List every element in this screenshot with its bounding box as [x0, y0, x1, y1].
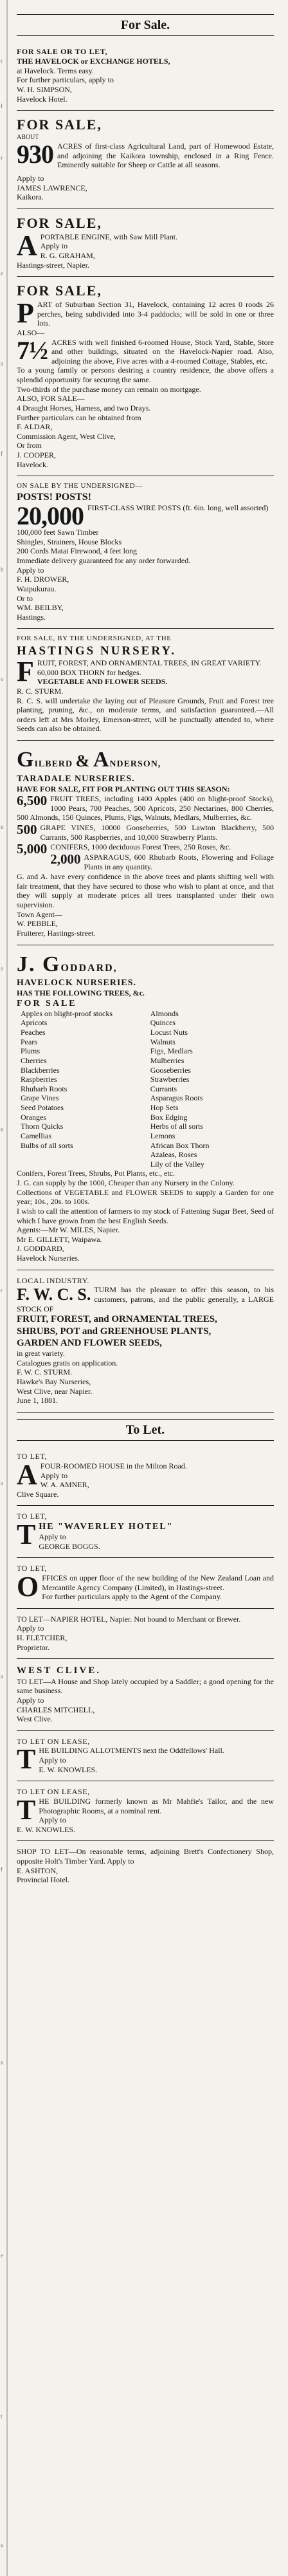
- ad-body: Conifers, Forest Trees, Shrubs, Pot Plants, etc., etc.: [17, 1169, 175, 1178]
- ad-body: CONIFERS, 1000 deciduous Forest Trees, 250 Roses, &c.: [50, 842, 231, 852]
- ad-title: TO LET ON LEASE,: [17, 1736, 90, 1746]
- list-item: Rhubarb Roots: [21, 1084, 68, 1093]
- list-item: Quinces: [150, 1018, 176, 1028]
- ad-body: RUIT, FOREST, AND ORNAMENTAL TREES, IN GREAT VARIETY.: [37, 658, 262, 668]
- ad-body: VEGETABLE AND FLOWER SEEDS.: [37, 677, 168, 687]
- cropped-margin-letters: [0, 0, 6, 2576]
- margin-letter: r: [1, 154, 3, 161]
- ad-title: HAS THE FOLLOWING TREES, &c.: [17, 988, 145, 998]
- drop-cap: O: [17, 1570, 39, 1602]
- ad-location: Hastings.: [17, 612, 46, 622]
- ad-waverley-hotel: [17, 1506, 274, 1558]
- drop-cap: P: [17, 297, 34, 329]
- ad-signature: F. ALDAR,: [17, 422, 53, 432]
- drop-cap: F: [17, 656, 34, 688]
- list-item: Camellias: [21, 1131, 51, 1140]
- drop-cap: T: [17, 1793, 36, 1826]
- list-item: Figs, Medlars: [150, 1046, 193, 1056]
- ad-apply: Apply to: [39, 1532, 66, 1542]
- ad-apply: Apply to: [17, 565, 44, 575]
- ad-subtitle: HAVELOCK NURSERIES.: [17, 978, 137, 988]
- ampersand: &: [75, 752, 91, 771]
- list-item: Locust Nuts: [150, 1028, 188, 1037]
- ad-body: 100,000 feet Sawn Timber: [17, 528, 99, 537]
- ad-date: June 1, 1881.: [17, 1396, 58, 1405]
- ad-body: Agents:—Mr W. MILES, Napier.: [17, 1225, 120, 1235]
- list-item: Oranges: [21, 1112, 46, 1122]
- ad-body: 60,000 BOX THORN for hedges.: [37, 667, 141, 677]
- margin-letter: a: [1, 360, 3, 367]
- ad-body: J. G. can supply by the 1000, Cheaper than any Nursery in the Colony.: [17, 1178, 235, 1188]
- margin-letter: e: [1, 270, 3, 277]
- ad-apply: Apply to: [17, 1624, 44, 1633]
- drop-cap: A: [93, 748, 110, 772]
- ad-body: HE BUILDING formerly known as Mr Mahfie's Tailor, and the new Photographic Rooms, at a nominal rent.: [39, 1796, 274, 1815]
- ad-title: FOR SALE,: [17, 283, 102, 299]
- ad-body: HE "WAVERLEY HOTEL": [39, 1522, 174, 1532]
- ad-title: LOCAL INDUSTRY.: [17, 1275, 90, 1285]
- ad-body: Two-thirds of the purchase money can remain on mortgage.: [17, 384, 201, 394]
- ad-body: SHRUBS, POT and GREENHOUSE PLANTS,: [17, 1326, 212, 1337]
- ad-body: 200 Cords Matai Firewood, 4 feet long: [17, 546, 137, 556]
- ad-signature: J. COOPER,: [17, 450, 57, 460]
- ad-title: HAVE FOR SALE, FIT FOR PLANTING OUT THIS SEASON:: [17, 784, 230, 793]
- ad-title: ILBERD: [34, 759, 73, 770]
- ad-portable-engine: [17, 209, 274, 277]
- ad-title: TO LET ON LEASE,: [17, 1787, 90, 1797]
- ad-body: in great variety.: [17, 1349, 65, 1358]
- ad-apply: Apply to: [40, 241, 68, 251]
- ad-signature: GEORGE BOGGS.: [39, 1541, 100, 1551]
- ad-body: ACRES of first-class Agricultural Land, part of Homewood Estate, and adjoining the Kaikora township, enclosed in a Ring Fence. Eminently suitable for Sheep or Cattle at all seasons.: [57, 142, 274, 170]
- ad-signature: W. A. AMNER,: [40, 1480, 89, 1490]
- ad-title: NDERSON,: [109, 759, 161, 770]
- drop-cap: J. G: [17, 952, 61, 976]
- drop-cap: A: [17, 1458, 37, 1490]
- margin-rule: [6, 0, 8, 2576]
- ad-location: Havelock Nurseries.: [17, 1254, 80, 1263]
- ad-signature: J. GODDARD,: [17, 1244, 64, 1254]
- ad-location: Hastings-street, Napier.: [17, 260, 89, 270]
- ad-location: Clive Square.: [17, 1489, 59, 1499]
- ad-body: THE HAVELOCK or EXCHANGE HOTELS,: [17, 57, 170, 66]
- list-item: Cherries: [21, 1055, 47, 1065]
- list-item: Blackberries: [21, 1065, 60, 1075]
- list-item: Hop Sets: [150, 1103, 179, 1113]
- ad-title: HASTINGS NURSERY.: [17, 644, 177, 658]
- list-item: Almonds: [150, 1008, 179, 1018]
- list-item: Grape Vines: [21, 1093, 59, 1103]
- ad-label: ABOUT: [17, 133, 39, 141]
- ad-title: TO LET,: [17, 1512, 48, 1521]
- ad-sturm-local-industry: [17, 1270, 274, 1413]
- list-item: Peaches: [21, 1028, 46, 1037]
- list-item: Azaleas, Roses: [150, 1150, 197, 1160]
- ad-location: Fruiterer, Hastings-street.: [17, 928, 96, 938]
- ad-location: Provincial Hotel.: [17, 1875, 69, 1885]
- ad-body: To a young family or persons desiring a country residence, the above offers a splendid opportunity for securing the same.: [17, 366, 274, 385]
- list-item: Raspberries: [21, 1075, 57, 1084]
- tree-list-left: [21, 1009, 140, 1169]
- quantity-number: 20,000: [17, 501, 84, 531]
- margin-letter: a: [1, 1673, 3, 1680]
- ad-lease-building: [17, 1781, 274, 1841]
- quantity-number: 6,500: [17, 793, 48, 809]
- ad-body: FFICES on upper floor of the new building of the New Zealand Loan and Mercantile Agency Company (Limited), in Hastings-street.: [42, 1573, 274, 1592]
- ad-suburban-section: [17, 277, 274, 476]
- list-item: Seed Potatoes: [21, 1103, 64, 1113]
- ad-body: For further particulars apply to the Agent of the Company.: [42, 1592, 222, 1602]
- ad-signature: WM. BEILBY,: [17, 603, 64, 613]
- ad-body: Catalogues gratis on application.: [17, 1358, 118, 1367]
- to-let-heading: To Let.: [17, 1419, 274, 1441]
- ad-apply: Apply to: [17, 1695, 44, 1705]
- ad-goddard-nurseries: [17, 945, 274, 1270]
- ad-location: Proprietor.: [17, 1642, 50, 1652]
- list-item: Box Edging: [150, 1112, 188, 1122]
- ad-label: ALSO, FOR SALE—: [17, 394, 85, 403]
- ad-title: FOR SALE, BY THE UNDERSIGNED, AT THE: [17, 635, 172, 643]
- ad-body: SHOP TO LET—On reasonable terms, adjoining Brett's Confectionery Shop, opposite Holt's Timber Yard. Apply to: [17, 1847, 274, 1866]
- ad-body: Collections of VEGETABLE and FLOWER SEEDS to supply a Garden for one year; 10s., 20s. to 100s.: [17, 1187, 274, 1207]
- margin-letter: b: [1, 566, 4, 573]
- ad-apply: Apply to: [17, 174, 44, 183]
- list-item: Pears: [21, 1037, 37, 1046]
- ad-apply: Apply to: [39, 1756, 66, 1765]
- margin-letter: o: [1, 676, 4, 682]
- ad-apply: Apply to: [40, 1470, 68, 1480]
- list-item: Lily of the Valley: [150, 1159, 204, 1169]
- ad-west-clive: [17, 1659, 274, 1730]
- ad-napier-hotel: [17, 1609, 274, 1660]
- ad-location: Hawke's Bay Nurseries,: [17, 1377, 91, 1386]
- ad-signature: F. W. C. STURM.: [17, 1367, 73, 1377]
- drop-cap: G: [17, 748, 35, 772]
- list-item: Thorn Quicks: [21, 1122, 64, 1131]
- list-item: Currants: [150, 1084, 177, 1093]
- ad-location: Kaikora.: [17, 192, 44, 202]
- ad-body: HE BUILDING ALLOTMENTS next the Oddfellows' Hall.: [39, 1746, 224, 1756]
- ad-title: POSTS! POSTS!: [17, 491, 92, 503]
- margin-letter: t: [1, 58, 3, 64]
- drop-cap: T: [17, 1743, 36, 1775]
- ad-body: FRUIT, FOREST, and ORNAMENTAL TREES,: [17, 1314, 217, 1325]
- margin-letter: e: [1, 2252, 3, 2259]
- ad-signature: W. H. SIMPSON,: [17, 84, 72, 94]
- ad-location: West Clive.: [17, 1714, 53, 1724]
- tree-list: [17, 1009, 274, 1169]
- ad-body: FOUR-ROOMED HOUSE in the Milton Road.: [40, 1461, 187, 1470]
- ad-signature: F. H. DROWER,: [17, 575, 69, 584]
- ad-signature: E. ASHTON,: [17, 1866, 59, 1875]
- list-item: Mulberries: [150, 1055, 184, 1065]
- ad-title: TO LET,: [17, 1564, 48, 1573]
- list-item: Plums: [21, 1046, 40, 1056]
- ad-signature: W. PEBBLE,: [17, 919, 58, 929]
- ad-location: Havelock.: [17, 459, 48, 469]
- ad-signature: CHARLES MITCHELL,: [17, 1705, 95, 1714]
- ad-body: I wish to call the attention of farmers to my stock of Fattening Sugar Beet, Seed of which I have grown from the best English Seeds.: [17, 1206, 274, 1225]
- list-item: Walnuts: [150, 1037, 176, 1046]
- ad-location: Havelock Hotel.: [17, 94, 68, 104]
- margin-letter: a: [1, 1480, 3, 1487]
- margin-letter: u: [1, 2542, 4, 2548]
- ad-lease-allotments: [17, 1731, 274, 1782]
- ad-title: FOR SALE: [17, 998, 77, 1008]
- ad-signature: H. FLETCHER,: [17, 1633, 68, 1643]
- acreage-number: 930: [17, 140, 53, 169]
- list-item: Bulbs of all sorts: [21, 1140, 73, 1150]
- ad-signature: E. W. KNOWLES.: [17, 1824, 75, 1834]
- ad-title: WEST CLIVE.: [17, 1665, 102, 1676]
- margin-letter: f: [1, 103, 3, 109]
- ad-body: 4 Draught Horses, Harness, and two Drays.: [17, 403, 151, 412]
- ad-title: FOR SALE OR TO LET,: [17, 47, 108, 57]
- ad-body: FIRST-CLASS WIRE POSTS (ft. 6in. long, well assorted): [87, 503, 269, 513]
- ad-four-roomed-house: [17, 1446, 274, 1506]
- ad-body: Further particulars can be obtained from: [17, 412, 141, 422]
- quantity-number: 500: [17, 822, 37, 838]
- ad-hastings-nursery: [17, 629, 274, 741]
- ad-title: TO LET,: [17, 1452, 48, 1461]
- margin-letter: f: [1, 1866, 3, 1873]
- ad-body: Immediate delivery guaranteed for any order forwarded.: [17, 556, 191, 566]
- ad-label: Or to: [17, 593, 33, 603]
- advert-column: [17, 8, 274, 1891]
- ad-location: Commission Agent, West Clive,: [17, 431, 116, 441]
- ad-label: ALSO—: [17, 328, 45, 337]
- ad-title: FOR SALE,: [17, 116, 102, 133]
- margin-letter: s: [1, 965, 3, 972]
- ad-body: TO LET—A House and Shop lately occupied by a Saddler; a good opening for the same business.: [17, 1676, 274, 1696]
- ad-kaikora-land: [17, 111, 274, 209]
- ad-body: GRAPE VINES, 10000 Gooseberries, 500 Lawton Blackberry, 500 Currants, 500 Raspberries, and 10,000 Strawberry Plants.: [40, 823, 274, 842]
- ad-label: Town Agent—: [17, 909, 62, 919]
- list-item: Lemons: [150, 1131, 176, 1140]
- ad-subtitle: TARADALE NURSERIES.: [17, 774, 135, 784]
- margin-letter: t: [1, 2413, 3, 2420]
- ad-body: at Havelock. Terms easy.: [17, 66, 94, 75]
- margin-letter: n: [1, 2059, 4, 2066]
- ad-body: G. and A. have every confidence in the above trees and plants shifting well with fair treatment, that they have secured to those who wish to plant at once, and that they will supply at moderate prices all trees transplanted under their own supervision.: [17, 872, 274, 910]
- ad-posts: [17, 476, 274, 629]
- ad-body: ART of Suburban Section 31, Havelock, containing 12 acres 0 roods 26 perches, being subdivided into 3-4 paddocks; will be sold in one or three lots.: [37, 300, 274, 328]
- ad-body: For further particulars, apply to: [17, 75, 114, 85]
- ad-body: Shingles, Strainers, House Blocks: [17, 537, 122, 546]
- ad-body: ASPARAGUS, 600 Rhubarb Roots, Flowering and Foliage Plants in any quantity.: [84, 852, 274, 871]
- ad-havelock-exchange-hotels: [17, 41, 274, 111]
- ad-location: Waipukurau.: [17, 584, 57, 593]
- ad-body: TO LET—NAPIER HOTEL, Napier. Not bound to Merchant or Brewer.: [17, 1614, 241, 1624]
- list-item: Asparagus Roots: [150, 1093, 203, 1103]
- ad-title: ON SALE BY THE UNDERSIGNED—: [17, 482, 143, 490]
- list-item: Apples on blight-proof stocks: [21, 1008, 113, 1018]
- ad-gilberd-anderson: [17, 741, 274, 945]
- for-sale-heading: For Sale.: [17, 14, 274, 36]
- list-item: Apricots: [21, 1018, 48, 1028]
- ad-location: West Clive, near Napier.: [17, 1386, 93, 1396]
- ad-apply: Apply to: [39, 1815, 66, 1825]
- ad-body: ACRES with well finished 6-roomed House, Stock Yard, Stable, Store and other buildings, situated on the Havelock-Napier road. Also, adjoining the above, Five acres with a 4-roomed Cottage, Stables, etc.: [51, 337, 274, 366]
- ad-signature: R. G. GRAHAM,: [40, 250, 95, 260]
- ad-body: FRUIT TREES, including 1400 Apples (400 on blight-proof Stocks), 1000 Pears, 700 Peaches, 500 Apricots, 250 Nectarines, 800 Cherries, 500 Almonds, 150 Quinces, Plums, Figs, Walnuts, Medlars, Mulberries, &c.: [17, 794, 274, 822]
- ad-body: TURM has the pleasure to offer this season, to his customers, patrons, and the public generally, a LARGE STOCK OF: [17, 1285, 274, 1313]
- ad-body: GARDEN AND FLOWER SEEDS,: [17, 1337, 162, 1348]
- ad-signature: E. W. KNOWLES.: [39, 1765, 98, 1774]
- list-item: Herbs of all sorts: [150, 1122, 204, 1131]
- ad-shop-to-let: [17, 1841, 274, 1891]
- ad-label: Or from: [17, 441, 42, 450]
- margin-letter: n: [1, 824, 4, 830]
- tree-list-right: [150, 1009, 270, 1169]
- margin-letter: r: [1, 1287, 3, 1293]
- ad-signature: JAMES LAWRENCE,: [17, 183, 87, 192]
- ad-signature: R. C. STURM.: [17, 686, 64, 696]
- ad-title: FOR SALE,: [17, 214, 102, 231]
- ad-body: R. C. S. will undertake the laying out of Pleasure Grounds, Fruit and Forest tree planting, pruning, &c., on moderate terms, and satisfaction guaranteed.—All orders left at Mrs Morley, Emerson-street, will be punctually attended to, where Seeds can also be obtained.: [17, 696, 274, 734]
- ad-offices: [17, 1558, 274, 1609]
- acreage-number: 7½: [17, 335, 48, 365]
- ad-body: PORTABLE ENGINE, with Saw Mill Plant.: [40, 232, 178, 241]
- ad-title: ODDARD,: [60, 962, 118, 974]
- margin-letter: f: [1, 450, 3, 457]
- list-item: Strawberries: [150, 1075, 190, 1084]
- list-item: Gooseberries: [150, 1065, 192, 1075]
- drop-cap: T: [17, 1519, 36, 1551]
- ad-body: Mr E. GILLETT, Waipawa.: [17, 1234, 102, 1244]
- drop-cap: F. W. C. S.: [17, 1285, 91, 1304]
- list-item: African Box Thorn: [150, 1140, 210, 1150]
- drop-cap: A: [17, 229, 37, 261]
- margin-letter: n: [1, 1126, 4, 1133]
- quantity-number: 2,000: [50, 851, 81, 867]
- quantity-number: 5,000: [17, 841, 48, 857]
